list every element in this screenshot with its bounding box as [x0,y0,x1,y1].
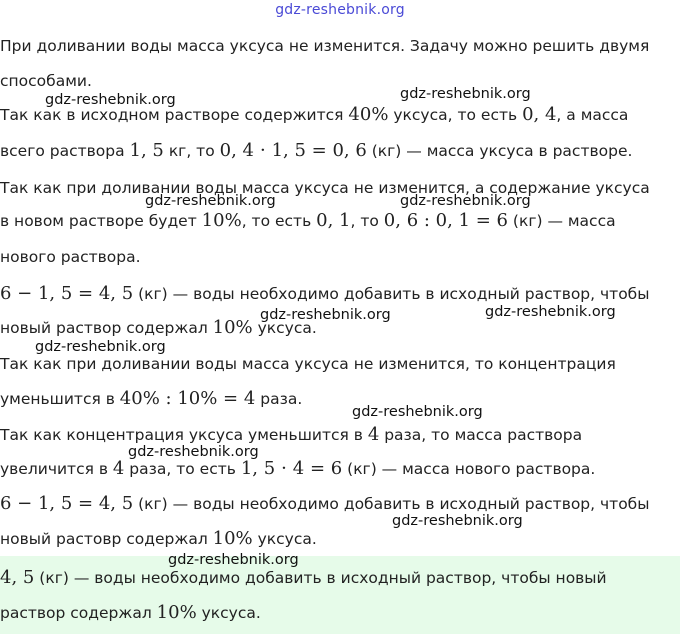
math-run: 1, 5 ⋅ 4 = 6 [240,458,343,479]
text-run: новый раствор содержал [0,319,213,337]
text-run: кг, то [163,142,220,160]
solution-line [0,389,680,409]
text-run: раза, то есть [124,460,241,478]
text-run: (кг) — воды необходимо добавить в исходный раствор, чтобы [133,495,650,513]
solution-line [0,141,680,161]
text-run: , то есть [241,212,317,230]
math-run: 0, 6 : 0, 1 = 6 [383,210,508,231]
solution-line [0,425,680,445]
text-run: (кг) — масса [507,212,616,230]
solution-line [0,494,680,514]
text-run: Так как концентрация уксуса уменьшится в [0,426,368,444]
math-run: 0, 4 [522,104,557,125]
math-run: 6 − 1, 5 = 4, 5 [0,283,134,304]
text-run: (кг) — воды необходимо добавить в исходный раствор, чтобы новый [34,569,607,587]
solution-line: При доливании воды масса уксуса не изменится. Задачу можно решить двумя [0,37,650,55]
math-run: 4 [112,458,125,479]
watermark: gdz-reshebnik.org [392,513,523,529]
text-run: (кг) — воды необходимо добавить в исходный раствор, чтобы [133,285,650,303]
watermark: gdz-reshebnik.org [45,92,176,108]
math-run: 10% [212,528,253,549]
text-run: в новом растворе будет [0,212,202,230]
solution-line [0,105,680,125]
text-run: уксуса. [252,319,317,337]
text-run: увеличится в [0,460,113,478]
text-run: раствор содержал [0,604,157,622]
math-run: 10% [201,210,242,231]
math-run: 6 − 1, 5 = 4, 5 [0,493,134,514]
solution-line [0,211,680,231]
text-run: уксуса. [252,530,317,548]
answer-line [0,568,680,588]
solution-line [0,284,680,304]
solution-line [0,529,680,549]
text-run: раза. [255,390,303,408]
site-header-watermark: gdz-reshebnik.org [275,2,405,18]
text-run: (кг) — масса нового раствора. [342,460,596,478]
text-run: , а масса [556,106,629,124]
watermark: gdz-reshebnik.org [400,86,531,102]
math-run: 10% [212,317,253,338]
solution-line: способами. [0,72,92,90]
watermark: gdz-reshebnik.org [168,552,299,568]
text-run: новый растовр содержал [0,530,213,548]
watermark: gdz-reshebnik.org [128,444,259,460]
text-run: (кг) — масса уксуса в растворе. [366,142,633,160]
math-run: 0, 4 ⋅ 1, 5 = 0, 6 [219,140,367,161]
text-run: раза, то масса раствора [379,426,583,444]
watermark: gdz-reshebnik.org [145,193,276,209]
watermark: gdz-reshebnik.org [400,193,531,209]
math-run: 1, 5 [129,140,164,161]
solution-line [0,459,680,479]
math-run: 4 [367,424,380,445]
text-run: всего раствора [0,142,130,160]
text-run: , то [350,212,384,230]
solution-line: Так как при доливании воды масса уксуса не изменится, то концентрация [0,355,616,373]
math-run: 40% : 10% = 4 [119,388,256,409]
math-run: 10% [156,602,197,623]
math-run: 0, 1 [316,210,351,231]
text-run: уксуса. [196,604,261,622]
watermark: gdz-reshebnik.org [352,404,483,420]
text-run: Так как в исходном растворе содержится [0,106,349,124]
solution-line: нового раствора. [0,248,141,266]
text-run: уменьшится в [0,390,120,408]
math-run: 4, 5 [0,567,35,588]
solution-line: Так как при доливании воды масса уксуса не изменится, а содержание уксуса [0,179,650,197]
text-run: уксуса, то есть [388,106,523,124]
watermark: gdz-reshebnik.org [35,339,166,355]
math-run: 40% [348,104,389,125]
answer-line [0,603,680,623]
watermark: gdz-reshebnik.org [260,307,391,323]
watermark: gdz-reshebnik.org [485,304,616,320]
